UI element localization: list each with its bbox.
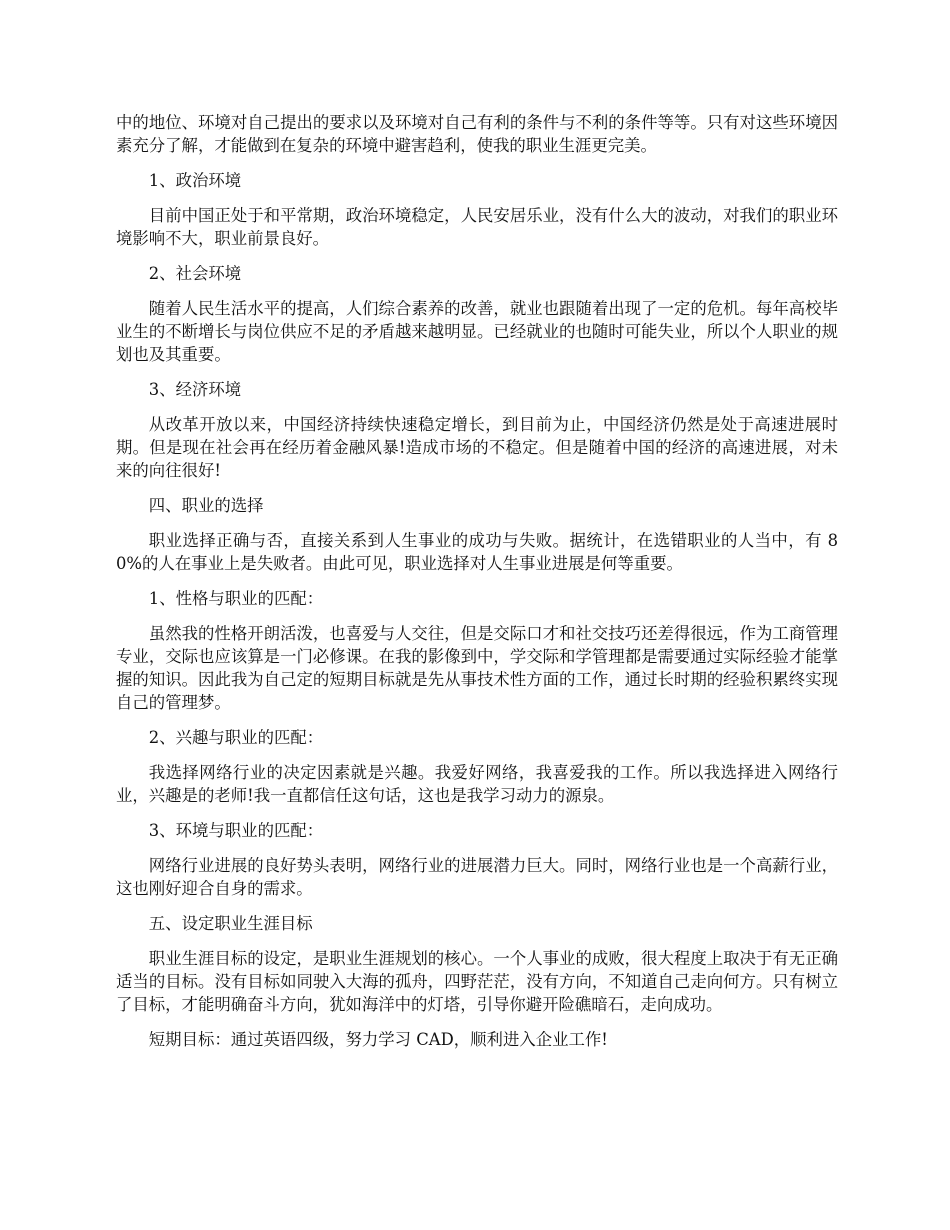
heading-career-choice: 四、职业的选择 bbox=[148, 496, 264, 515]
document-body bbox=[116, 111, 838, 1063]
heading-personality-match: 1、性格与职业的匹配： bbox=[148, 589, 324, 608]
paragraph-personality-match: 虽然我的性格开朗活泼，也喜爱与人交往，但是交际口才和社交技巧还差得很远，作为工商管理专业，交际也应该算是一门必修课。在我的影像到中，学交际和学管理都是需要通过实际经验才能掌握的知识。因此我为自己定的短期目标就是先从事技术性方面的工作，通过长时期的经验积累终实现自己的管理梦。 bbox=[116, 624, 838, 712]
heading-political-environment: 1、政治环境 bbox=[148, 171, 242, 190]
paragraph-environment-intro: 中的地位、环境对自己提出的要求以及环境对自己有利的条件与不利的条件等等。只有对这些环境因素充分了解，才能做到在复杂的环境中避害趋利，使我的职业生涯更完美。 bbox=[116, 113, 838, 155]
paragraph-political-environment: 目前中国正处于和平常期，政治环境稳定，人民安居乐业，没有什么大的波动，对我们的职业环境影响不大，职业前景良好。 bbox=[116, 206, 838, 248]
paragraph-economic-environment: 从改革开放以来，中国经济持续快速稳定增长，到目前为止，中国经济仍然是处于高速进展时期。但是现在社会再在经历着金融风暴!造成市场的不稳定。但是随着中国的经济的高速进展，对未来的向往很好! bbox=[116, 415, 838, 480]
paragraph-career-choice: 职业选择正确与否，直接关系到人生事业的成功与失败。据统计，在选错职业的人当中，有 80%的人在事业上是失败者。由此可见，职业选择对人生事业进展是何等重要。 bbox=[116, 531, 838, 573]
heading-economic-environment: 3、经济环境 bbox=[148, 380, 242, 399]
paragraph-environment-match: 网络行业进展的良好势头表明，网络行业的进展潜力巨大。同时，网络行业也是一个高薪行业，这也刚好迎合自身的需求。 bbox=[116, 856, 838, 898]
heading-environment-match: 3、环境与职业的匹配： bbox=[148, 821, 324, 840]
paragraph-social-environment: 随着人民生活水平的提高，人们综合素养的改善，就业也跟随着出现了一定的危机。每年高校毕业生的不断增长与岗位供应不足的矛盾越来越明显。已经就业的也随时可能失业，所以个人职业的规划也及其重要。 bbox=[116, 299, 838, 364]
heading-career-goals: 五、设定职业生涯目标 bbox=[148, 914, 313, 933]
paragraph-short-term-goal: 短期目标：通过英语四级，努力学习 CAD，顺利进入企业工作! bbox=[148, 1030, 608, 1049]
paragraph-interest-match: 我选择网络行业的决定因素就是兴趣。我爱好网络，我喜爱我的工作。所以我选择进入网络行业，兴趣是的老师!我一直都信任这句话，这也是我学习动力的源泉。 bbox=[116, 763, 838, 805]
heading-interest-match: 2、兴趣与职业的匹配： bbox=[148, 728, 324, 747]
heading-social-environment: 2、社会环境 bbox=[148, 264, 242, 283]
paragraph-career-goals: 职业生涯目标的设定，是职业生涯规划的核心。一个人事业的成败，很大程度上取决于有无正确适当的目标。没有目标如同驶入大海的孤舟，四野茫茫，没有方向，不知道自己走向何方。只有树立了目标，才能明确奋斗方向，犹如海洋中的灯塔，引导你避开险礁暗石，走向成功。 bbox=[116, 949, 838, 1014]
